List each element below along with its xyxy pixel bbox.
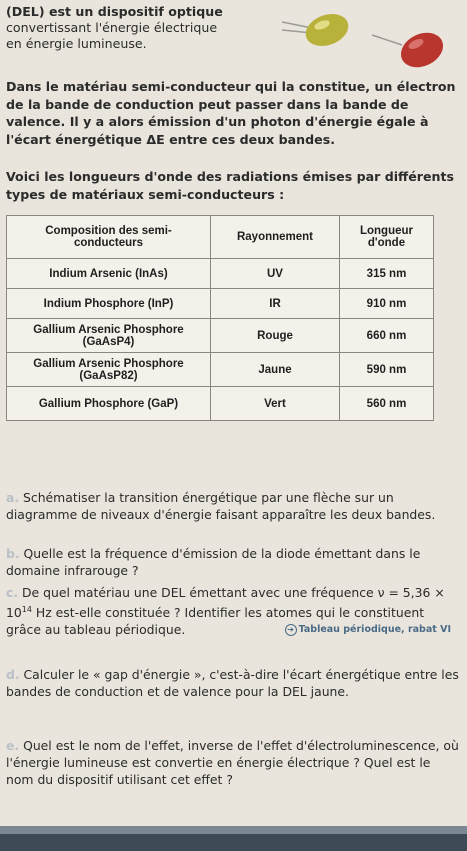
intro-line-3: en énergie lumineuse. <box>6 36 147 51</box>
cell-rayonnement: Rouge <box>211 319 340 353</box>
question-text-part-2: Hz est-elle constituée ? Identifier les atomes qui le constituent grâce au tableau périodique. <box>6 604 425 637</box>
question-letter: a. <box>6 490 20 505</box>
cell-composition: Indium Phosphore (InP) <box>7 289 211 319</box>
periodic-table-reference[interactable] <box>285 622 451 639</box>
table-row <box>7 259 434 289</box>
paragraph-2: Voici les longueurs d'onde des radiations émises par différents types de matériaux semi-conducteurs : <box>6 169 455 202</box>
frequency-exponent: 14 <box>21 604 32 614</box>
table-row <box>7 289 434 319</box>
question-c <box>6 585 461 639</box>
question-letter: e. <box>6 738 20 753</box>
cell-rayonnement: Jaune <box>211 353 340 387</box>
cell-composition: Indium Arsenic (InAs) <box>7 259 211 289</box>
cell-longueur: 910 nm <box>340 289 434 319</box>
header-composition: Composition des semi-conducteurs <box>7 216 211 259</box>
bottom-band-highlight <box>0 826 467 834</box>
cell-longueur: 560 nm <box>340 387 434 421</box>
header-longueur: Longueur d'onde <box>340 216 434 259</box>
cell-rayonnement: Vert <box>211 387 340 421</box>
question-text: Quel est le nom de l'effet, inverse de l'effet d'électroluminescence, où l'énergie lumineuse est convertie en énergie électrique ? Quel est le nom du dispositif utilisant cet effet ? <box>6 738 459 787</box>
green-led <box>301 8 353 51</box>
paragraph-1: Dans le matériau semi-conducteur qui la constitue, un électron de la bande de conduction peut passer dans la bande de valence. Il y a alors émission d'un photon d'énergie égale à l'écart énergétique ΔE entre ces deux bandes. <box>6 79 456 147</box>
question-letter: c. <box>6 585 19 600</box>
intro-text <box>6 4 274 52</box>
reference-label: Tableau périodique, rabat VI <box>298 623 451 635</box>
question-e <box>6 738 461 788</box>
table-row <box>7 387 434 421</box>
question-a <box>6 490 461 524</box>
table-header-row <box>7 216 434 259</box>
table-row <box>7 353 434 387</box>
page-bottom-band <box>0 826 467 851</box>
cell-longueur: 660 nm <box>340 319 434 353</box>
question-text: Quelle est la fréquence d'émission de la diode émettant dans le domaine infrarouge ? <box>6 546 421 578</box>
question-text-part-1: De quel matériau une DEL émettant avec une fréquence ν = 5,36 × 10 <box>6 585 445 620</box>
table-row <box>7 319 434 353</box>
question-b <box>6 546 461 580</box>
question-text: Calculer le « gap d'énergie », c'est-à-dire l'écart énergétique entre les bandes de conduction et de valence pour la DEL jaune. <box>6 667 459 699</box>
intro-line-2: convertissant l'énergie électrique <box>6 20 218 35</box>
question-letter: d. <box>6 667 20 682</box>
semiconductor-table <box>6 215 434 421</box>
arrow-circle-icon: ➔ <box>285 624 297 636</box>
cell-longueur: 590 nm <box>340 353 434 387</box>
cell-rayonnement: IR <box>211 289 340 319</box>
cell-composition: Gallium Arsenic Phosphore (GaAsP4) <box>7 319 211 353</box>
question-letter: b. <box>6 546 20 561</box>
cell-composition: Gallium Phosphore (GaP) <box>7 387 211 421</box>
intro-line-1: (DEL) est un dispositif optique <box>6 4 223 19</box>
question-text: Schématiser la transition énergétique par une flèche sur un diagramme de niveaux d'énergie faisant apparaître les deux bandes. <box>6 490 436 522</box>
question-d <box>6 667 461 701</box>
cell-composition: Gallium Arsenic Phosphore (GaAsP82) <box>7 353 211 387</box>
cell-rayonnement: UV <box>211 259 340 289</box>
red-led <box>395 26 448 74</box>
cell-longueur: 315 nm <box>340 259 434 289</box>
header-rayonnement: Rayonnement <box>211 216 340 259</box>
